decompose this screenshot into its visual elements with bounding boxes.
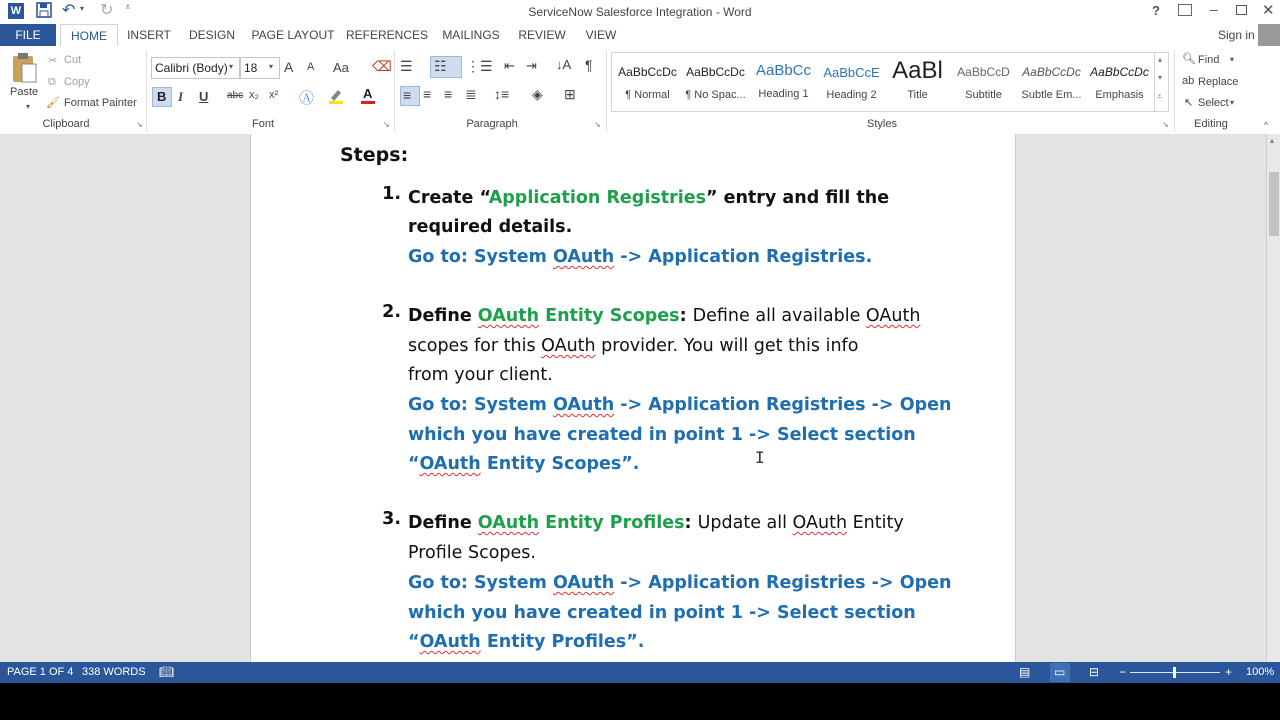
step-2-goto-line-2: which you have created in point 1 -> Select section <box>408 425 916 445</box>
align-left-button[interactable] <box>400 86 420 106</box>
decrease-indent-icon[interactable]: ⇤ <box>504 58 515 73</box>
line-spacing-icon[interactable]: ↕≡ <box>494 86 510 102</box>
tab-page-layout[interactable]: PAGE LAYOUT <box>251 28 335 42</box>
paragraph-group-label: Paragraph <box>466 118 518 130</box>
step-3-line-2: Profile Scopes. <box>408 543 536 563</box>
step-2-line-1: Define OAuth Entity Scopes: Define all available OAuth <box>408 306 921 326</box>
highlight-icon[interactable] <box>328 88 344 104</box>
bullets-icon[interactable]: ☰ <box>400 58 413 74</box>
superscript-icon[interactable]: x² <box>269 89 279 101</box>
scroll-thumb[interactable] <box>1269 172 1279 236</box>
tab-references[interactable]: REFERENCES <box>346 28 429 42</box>
ribbon-tabs <box>0 24 1280 46</box>
spelling-error-mark: OAuth <box>865 306 921 326</box>
clipboard-group-label: Clipboard <box>42 118 90 130</box>
cut-button[interactable]: Cut <box>64 54 82 66</box>
spelling-error-mark: OAuth <box>541 336 596 356</box>
ribbon <box>0 46 1280 135</box>
spelling-error-mark: OAuth <box>419 454 481 474</box>
spelling-error-mark: OAuth <box>552 573 615 593</box>
justify-icon[interactable]: ≣ <box>465 86 477 102</box>
step-3-line-1: Define OAuth Entity Profiles: Update all OAuth Entity <box>408 513 904 533</box>
borders-icon[interactable]: ⊞ <box>564 86 576 102</box>
font-group-label: Font <box>251 118 274 130</box>
paste-icon[interactable] <box>10 52 38 84</box>
avatar[interactable] <box>1258 24 1280 46</box>
numbering-icon: ☷ <box>434 58 447 74</box>
select-icon[interactable]: ↖ <box>1184 97 1194 109</box>
ribbon-display-options-icon[interactable] <box>1178 4 1192 16</box>
styles-scroll[interactable] <box>1154 53 1168 111</box>
step-3-goto-line-2: which you have created in point 1 -> Select section <box>408 603 916 623</box>
step-1-line-1: Create “Application Registries” entry and fill the <box>408 188 890 208</box>
step-1-line-2: required details. <box>408 217 573 237</box>
bold-button-bg[interactable] <box>152 87 172 107</box>
bold-icon: B <box>157 89 167 104</box>
spelling-error-mark: OAuth <box>477 306 540 326</box>
web-layout-icon[interactable]: ⊟ <box>1089 665 1100 679</box>
styles-launcher-icon[interactable]: ↘ <box>1162 120 1169 129</box>
paragraph-launcher-icon[interactable]: ↘ <box>594 120 601 129</box>
styles-group-label: Styles <box>867 118 897 130</box>
close-icon[interactable]: ✕ <box>1262 2 1275 19</box>
font-color-icon[interactable]: A <box>360 86 376 104</box>
underline-icon[interactable]: U <box>199 89 209 104</box>
print-layout-button[interactable] <box>1050 663 1070 682</box>
font-size-value: 18 <box>244 61 258 75</box>
shrink-font-icon[interactable]: A <box>307 61 315 73</box>
status-bar <box>0 662 1280 683</box>
italic-icon[interactable]: I <box>178 89 184 104</box>
more-styles-icon[interactable]: ⩡ <box>1157 91 1163 101</box>
chevron-up-icon[interactable]: ▴ <box>1158 55 1163 64</box>
spelling-error-mark: OAuth <box>477 513 540 533</box>
step-3-goto-line-3: “OAuth Entity Profiles”. <box>408 632 645 652</box>
document-page[interactable] <box>250 134 1016 662</box>
word-count[interactable]: 338 WORDS <box>82 666 146 678</box>
style-no-spacing[interactable]: AaBbCcDc ¶ No Spac... <box>685 65 746 101</box>
paste-dropdown-icon[interactable]: ▾ <box>26 102 31 111</box>
word-logo-icon: W <box>8 3 24 19</box>
cut-icon[interactable]: ✂ <box>48 55 58 67</box>
chevron-down-icon: ▾ <box>229 62 234 71</box>
align-center-icon[interactable]: ≡ <box>423 86 432 102</box>
step-3-number: 3. <box>382 509 401 529</box>
tab-insert[interactable]: INSERT <box>127 28 171 42</box>
step-3-goto-line-1: Go to: System OAuth -> Application Registries -> Open <box>408 573 952 593</box>
text-effects-icon[interactable]: Ⓐ <box>299 90 315 107</box>
shading-icon[interactable]: ◈ <box>532 86 543 102</box>
vertical-scrollbar[interactable] <box>1266 134 1280 662</box>
print-layout-icon: ▭ <box>1054 665 1066 679</box>
window-title: ServiceNow Salesforce Integration - Word <box>528 5 752 19</box>
spelling-error-mark: OAuth <box>552 395 615 415</box>
zoom-level[interactable]: 100% <box>1246 666 1275 678</box>
multilevel-list-icon[interactable]: ⋮☰ <box>466 58 493 74</box>
clear-formatting-icon[interactable]: ⌫ <box>372 58 392 74</box>
align-right-icon[interactable]: ≡ <box>444 86 453 102</box>
restore-icon[interactable] <box>1236 5 1247 15</box>
copy-button[interactable]: Copy <box>64 76 90 88</box>
undo-icon[interactable]: ↶ <box>62 2 76 19</box>
step-2-line-3: from your client. <box>408 365 553 385</box>
help-icon[interactable]: ? <box>1152 3 1160 18</box>
sign-in-link[interactable]: Sign in <box>1218 28 1255 42</box>
tab-home[interactable]: HOME <box>60 24 118 47</box>
zoom-out-button[interactable]: − <box>1119 665 1127 679</box>
tab-mailings[interactable]: MAILINGS <box>442 28 500 42</box>
separator <box>394 50 395 132</box>
chevron-down-icon: ▾ <box>269 62 274 71</box>
format-painter-button[interactable]: Format Painter <box>64 97 137 109</box>
tab-view[interactable]: VIEW <box>585 28 617 42</box>
chevron-down-icon[interactable]: ▾ <box>1158 73 1163 82</box>
spelling-error-mark: OAuth <box>792 513 848 533</box>
style-heading-1[interactable]: AaBbCc Heading 1 <box>755 62 812 100</box>
spelling-error-mark: OAuth <box>552 247 615 267</box>
style-heading-2[interactable]: AaBbCcE Heading 2 <box>823 65 880 101</box>
step-1-goto: Go to: System OAuth -> Application Registries. <box>408 247 873 267</box>
numbering-button[interactable] <box>430 56 462 78</box>
clipboard-launcher-icon[interactable]: ↘ <box>136 120 143 129</box>
letterbox-bar <box>0 683 1280 720</box>
step-2-goto-line-3: “OAuth Entity Scopes”. <box>408 454 640 474</box>
separator <box>146 50 147 132</box>
strikethrough-icon[interactable]: abc <box>227 90 244 101</box>
font-name-value: Calibri (Body) <box>155 61 228 75</box>
find-icon[interactable]: 🔍︎ <box>1182 53 1196 65</box>
scroll-up-icon[interactable]: ▴ <box>1270 136 1275 145</box>
style-emphasis[interactable]: AaBbCcDc Emphasis <box>1090 65 1149 101</box>
change-case-icon[interactable]: Aa <box>333 60 349 75</box>
text-cursor-icon: I <box>755 448 765 467</box>
separator <box>1174 50 1175 132</box>
zoom-slider-thumb[interactable] <box>1173 667 1176 678</box>
document-area <box>0 134 1280 662</box>
tab-design[interactable]: DESIGN <box>188 28 235 42</box>
customize-qat-icon[interactable]: ⩡ <box>125 2 131 13</box>
page-count[interactable]: PAGE 1 OF 4 <box>7 666 74 678</box>
style-title[interactable]: AaBl Title <box>892 57 943 101</box>
tab-review[interactable]: REVIEW <box>518 28 566 42</box>
select-button[interactable]: Select <box>1198 97 1229 109</box>
style-subtitle[interactable]: AaBbCcD Subtitle <box>957 65 1010 101</box>
grow-font-icon[interactable]: A <box>284 59 294 75</box>
editing-group-label: Editing <box>1194 118 1228 130</box>
align-left-icon: ≡ <box>403 87 412 103</box>
sort-icon[interactable]: ↓A <box>556 57 572 72</box>
show-marks-icon[interactable]: ¶ <box>585 57 593 73</box>
paste-button[interactable]: Paste <box>10 86 39 98</box>
font-name-dropdown[interactable] <box>151 57 240 79</box>
step-2-goto-line-1: Go to: System OAuth -> Application Registries -> Open <box>408 395 952 415</box>
steps-heading: Steps: <box>340 144 409 166</box>
tab-file[interactable]: FILE <box>0 24 56 46</box>
zoom-in-button[interactable]: + <box>1225 665 1233 679</box>
title-bar <box>0 0 1280 24</box>
proofing-icon[interactable]: 📖︎ <box>159 665 175 679</box>
font-size-dropdown[interactable] <box>240 57 280 79</box>
minimize-icon[interactable]: – <box>1210 1 1218 17</box>
step-1-number: 1. <box>382 184 401 204</box>
find-button[interactable]: Find <box>1198 54 1220 66</box>
increase-indent-icon[interactable]: ⇥ <box>526 58 537 73</box>
select-dropdown-icon[interactable]: ▾ <box>1230 98 1235 107</box>
replace-button[interactable]: Replace <box>1198 76 1239 88</box>
replace-icon[interactable]: ab <box>1182 75 1195 87</box>
copy-icon[interactable]: ⧉ <box>48 76 56 88</box>
style-normal[interactable]: AaBbCcDc ¶ Normal <box>618 65 677 101</box>
spelling-error-mark: OAuth <box>419 632 481 652</box>
step-2-number: 2. <box>382 302 401 322</box>
font-launcher-icon[interactable]: ↘ <box>383 120 390 129</box>
undo-dropdown-icon[interactable]: ▾ <box>80 4 85 13</box>
style-subtle-emphasis[interactable]: AaBbCcDc Subtle Em... <box>1021 65 1082 101</box>
find-dropdown-icon[interactable]: ▾ <box>1230 55 1235 64</box>
subscript-icon[interactable]: x₂ <box>249 89 259 101</box>
step-2-line-2: scopes for this OAuth provider. You will get this info <box>408 336 859 356</box>
format-painter-icon[interactable]: 🖌 <box>46 97 60 109</box>
redo-icon[interactable]: ↻ <box>100 2 114 19</box>
styles-gallery <box>611 52 1169 112</box>
separator <box>606 50 607 132</box>
read-mode-icon[interactable]: ▤ <box>1019 665 1031 679</box>
collapse-ribbon-icon[interactable]: ^ <box>1264 120 1269 130</box>
